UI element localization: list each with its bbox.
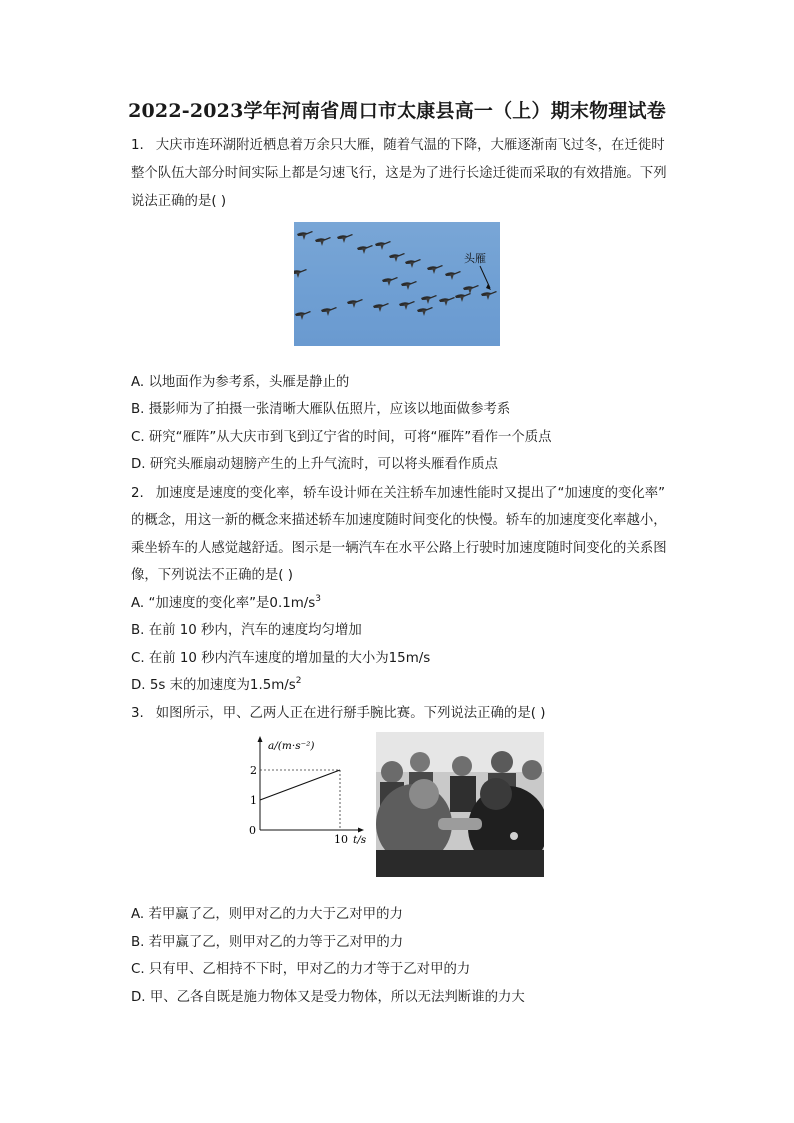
q1-option-b: B. 摄影师为了拍摄一张清晰大雁队伍照片，应该以地面做参考系 [131,402,511,417]
q1-line-1: 1. 大庆市连环湖附近栖息着万余只大雁，随着气温的下降，大雁逐渐南飞过冬，在迁徙时 [131,138,665,153]
q2-line-3: 乘坐轿车的人感觉越舒适。图示是一辆汽车在水平公路上行驶时加速度随时间变化的关系图 [131,541,667,556]
graph-svg [246,733,370,851]
q3-option-c: C. 只有甲、乙相持不下时，甲对乙的力才等于乙对甲的力 [131,962,471,977]
geese-photo [294,222,500,346]
graph-axes [249,736,367,846]
arm-wrestling-photo [376,732,544,877]
q3-line-1: 3. 如图所示，甲、乙两人正在进行掰手腕比赛。下列说法正确的是( ) [131,706,546,721]
geese-flock-illustration [294,222,500,346]
q2-number: 2. [131,486,144,501]
y-tick-label: 1 [250,794,257,807]
graph-marks [260,770,340,830]
arm-wrestling-illustration [376,732,544,877]
q2-option-d: D. 5s 末的加速度为$1.5m/s^2$ [131,676,302,693]
y-axis-label: a/(m·s⁻²) [268,740,315,752]
q2-option-c: C. 在前 10 秒内汽车速度的增加量的大小为15m/s [131,651,431,666]
y-tick-label: 2 [250,764,257,777]
exam-title: 2022-2023学年河南省周口市太康县高一（上）期末物理试卷 [128,100,666,122]
x-tick-label: 10 [334,833,348,846]
series-line [260,770,340,800]
x-axis-label: t/s [353,834,367,846]
x-axis-arrow [358,828,364,833]
q2-option-b: B. 在前 10 秒内，汽车的速度均匀增加 [131,623,362,638]
q1-line-3: 说法正确的是( ) [131,194,227,209]
q1-option-d: D. 研究头雁扇动翅膀产生的上升气流时，可以将头雁看作质点 [131,457,498,472]
q3-option-d: D. 甲、乙各自既是施力物体又是受力物体，所以无法判断谁的力大 [131,990,525,1005]
q3-number: 3. [131,706,144,721]
q1-option-a: A. 以地面作为参考系，头雁是静止的 [131,375,350,390]
q1-line-2: 整个队伍大部分时间实际上都是匀速飞行，这是为了进行长途迁徙而采取的有效措施。下列 [131,166,667,181]
q2-line-1: 2. 加速度是速度的变化率，轿车设计师在关注轿车加速性能时又提出了“加速度的变化率” [131,486,666,501]
q2-line-4: 像，下列说法不正确的是( ) [131,568,294,583]
origin-label: 0 [249,824,256,837]
q2-line-2: 的概念，用这一新的概念来描述轿车加速度随时间变化的快慢。轿车的加速度变化率越小， [131,513,667,528]
q3-option-b: B. 若甲赢了乙，则甲对乙的力等于乙对甲的力 [131,935,404,950]
y-axis-arrow [258,736,263,742]
q1-number: 1. [131,138,144,153]
acceleration-time-graph [246,733,370,851]
lead-goose-label: 头雁 [464,252,486,265]
q1-option-c: C. 研究“雁阵”从大庆市到飞到辽宁省的时间，可将“雁阵”看作一个质点 [131,430,552,445]
q2-option-a: A. “加速度的变化率”是$0.1m/s^3$ [131,594,321,611]
q3-option-a: A. 若甲赢了乙，则甲对乙的力大于乙对甲的力 [131,907,403,922]
